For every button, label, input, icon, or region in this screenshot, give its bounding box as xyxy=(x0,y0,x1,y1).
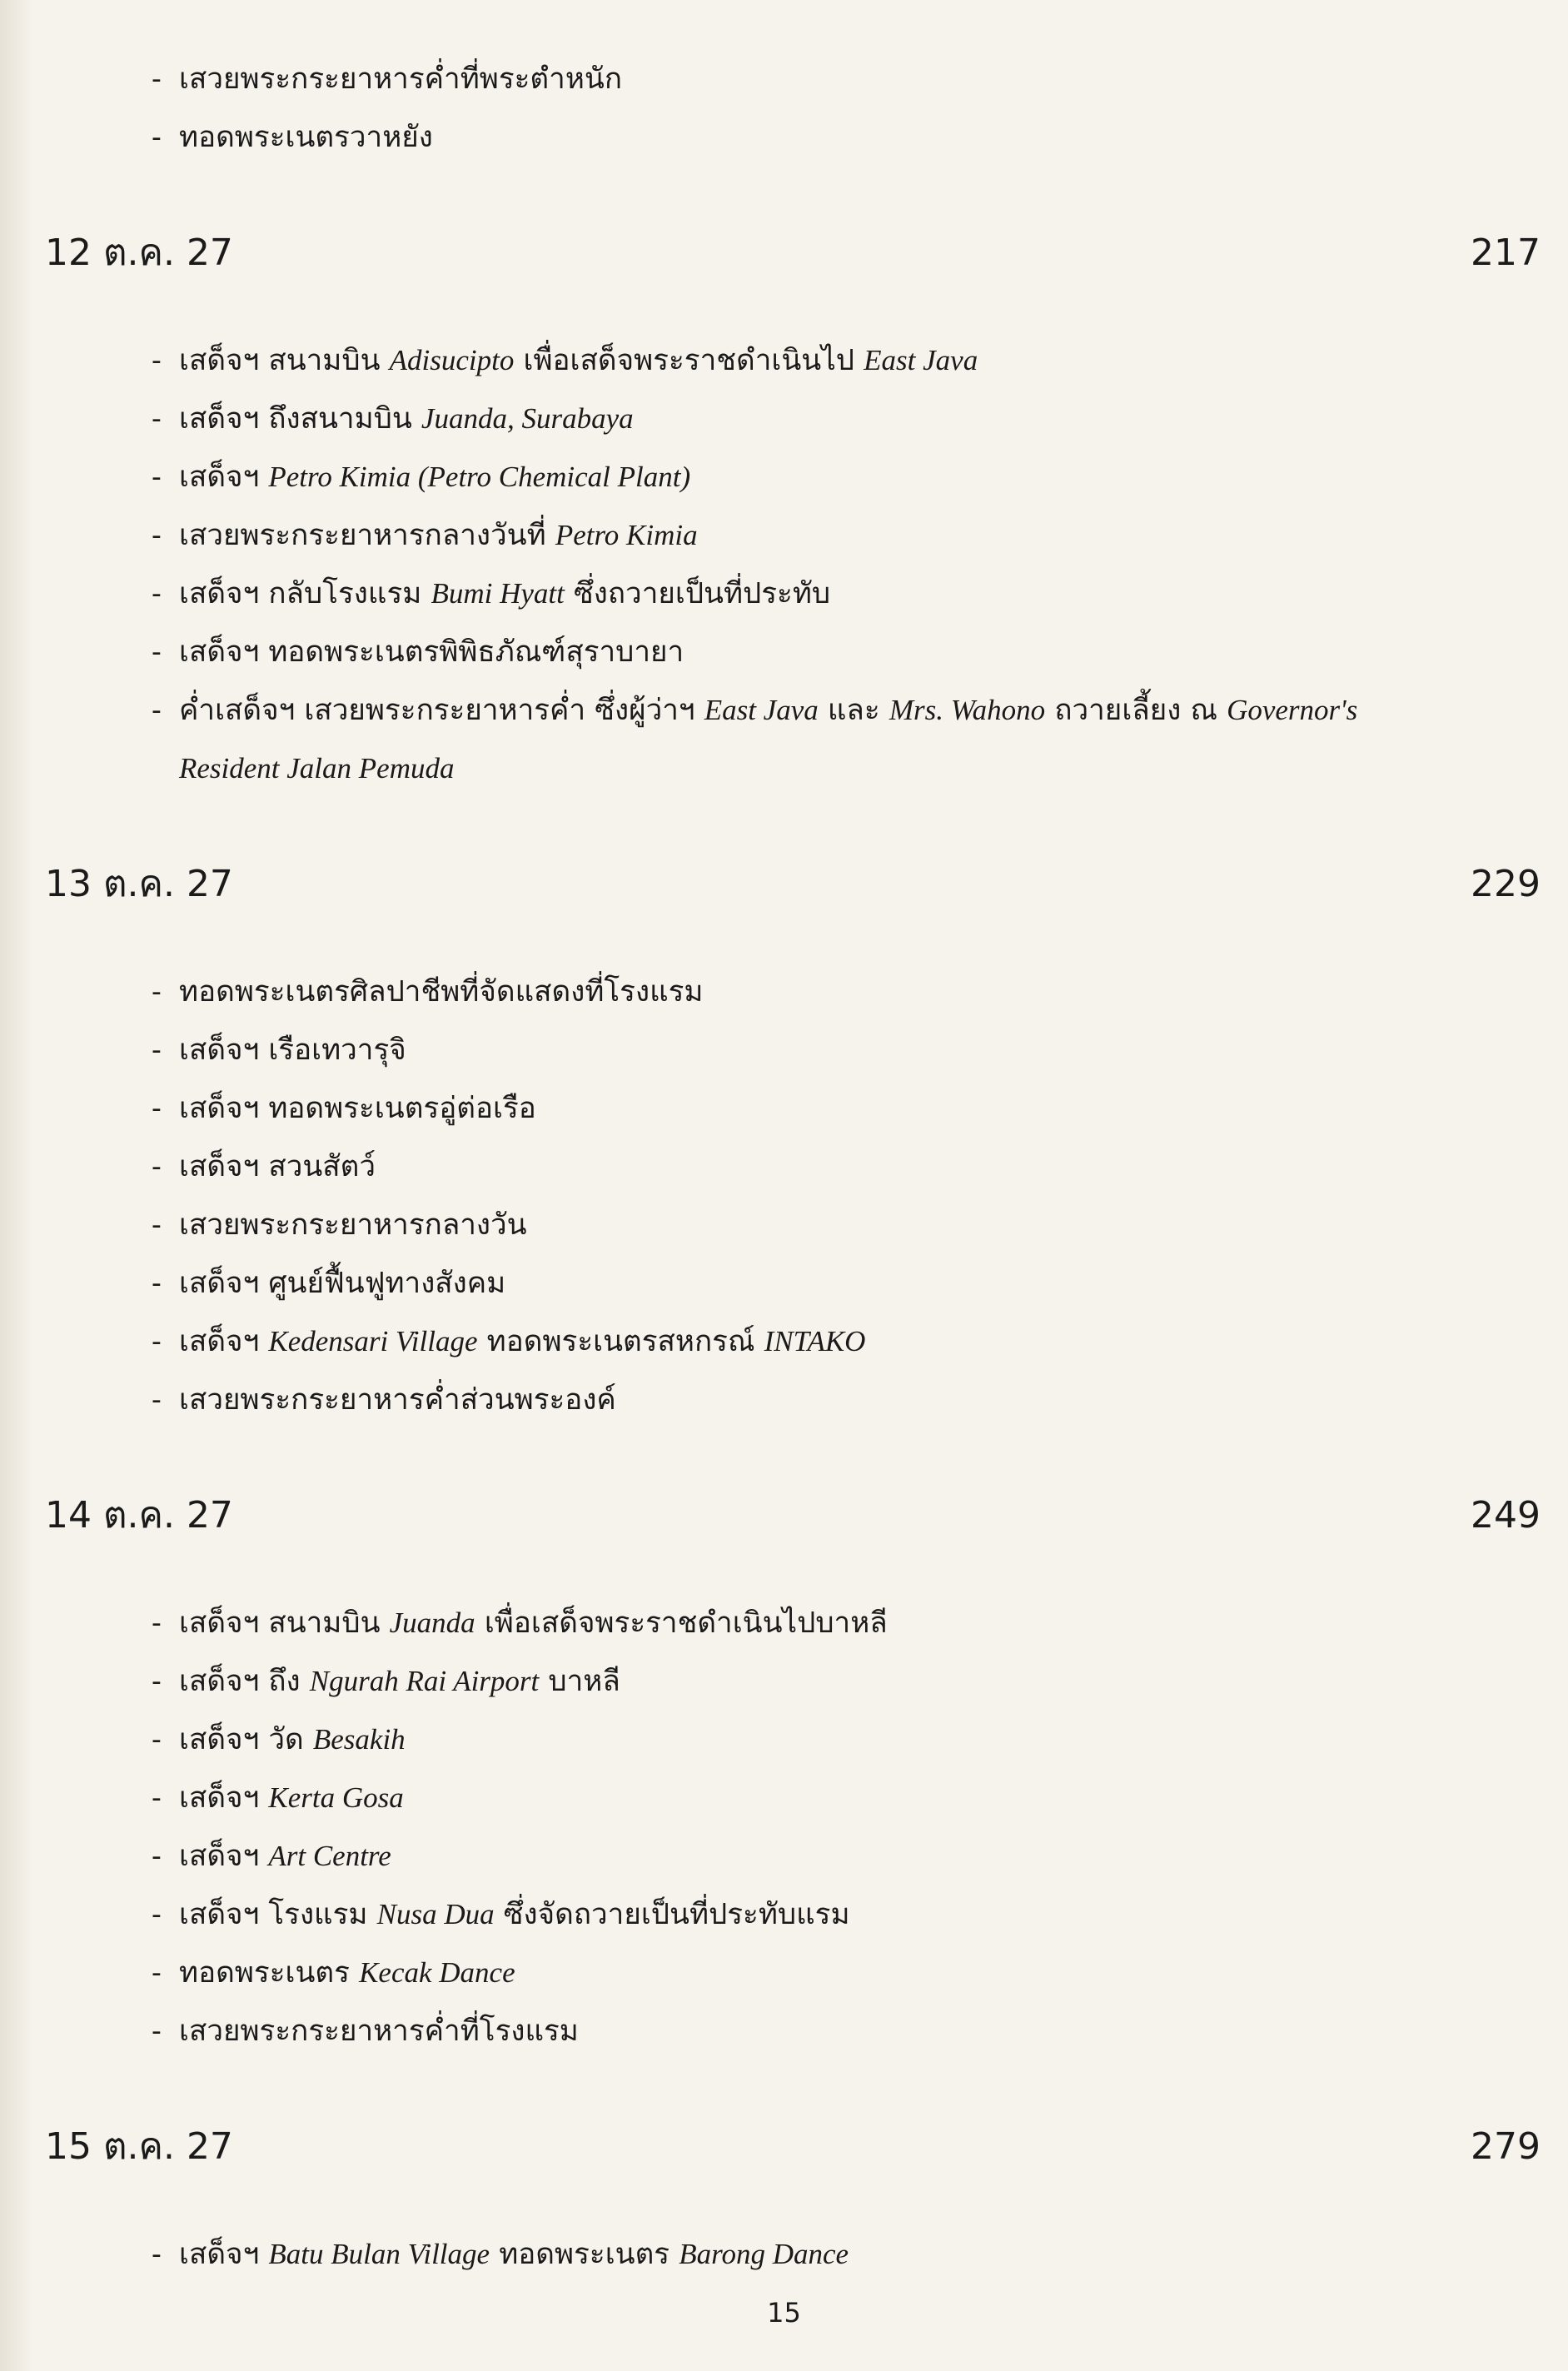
section-page-ref: 249 xyxy=(1471,1494,1541,1537)
bullet-dash: - xyxy=(152,402,162,436)
item-thai-text: เสด็จฯ เรือเทวารุจิ xyxy=(179,1034,406,1067)
page-edge-shadow xyxy=(0,0,33,2371)
section-header xyxy=(33,220,1541,286)
item-thai-text: เสวยพระกระยาหารค่ำส่วนพระองค์ xyxy=(179,1383,616,1417)
list-item xyxy=(33,1711,1541,1769)
section-header xyxy=(33,851,1541,918)
list-item xyxy=(33,2002,1541,2060)
item-thai-text: เสด็จฯ โรงแรม xyxy=(179,1898,368,1931)
item-thai-text: เสด็จฯ xyxy=(179,1840,260,1873)
item-thai-text: เสด็จฯ ทอดพระเนตรอู่ต่อเรือ xyxy=(179,1092,536,1125)
item-thai-text: เสด็จฯ xyxy=(179,1781,260,1815)
list-item xyxy=(33,1652,1541,1711)
item-english-text: Petro Kimia xyxy=(555,519,698,551)
list-item xyxy=(33,963,1541,1021)
list-item xyxy=(33,1079,1541,1138)
list-item xyxy=(33,390,1541,448)
item-english-text: Governor's xyxy=(1227,694,1358,726)
intro-list xyxy=(33,50,1541,167)
item-thai-text: เสด็จฯ สวนสัตว์ xyxy=(179,1150,376,1183)
item-english-text: INTAKO xyxy=(764,1325,866,1357)
item-english-text: Nusa Dua xyxy=(376,1898,495,1930)
item-thai-text: เสด็จฯ สนามบิน xyxy=(179,1606,381,1640)
bullet-dash: - xyxy=(152,1723,162,1756)
item-thai-text: ทอดพระเนตร xyxy=(179,1956,350,1990)
item-thai-text: เพื่อเสด็จพระราชดำเนินไป xyxy=(523,344,855,377)
item-thai-text: บาหลี xyxy=(548,1665,620,1698)
list-item xyxy=(33,506,1541,565)
item-continuation-text: Resident Jalan Pemuda xyxy=(179,752,455,785)
document-page xyxy=(33,50,1541,2284)
bullet-dash: - xyxy=(152,519,162,552)
list-item xyxy=(33,331,1541,390)
item-english-text: Juanda, Surabaya xyxy=(421,402,634,435)
list-item xyxy=(33,1594,1541,1652)
item-thai-text: เสด็จฯ สนามบิน xyxy=(179,344,381,377)
section-page-ref: 217 xyxy=(1471,232,1541,274)
bullet-dash: - xyxy=(152,1956,162,1990)
item-thai-text: เสด็จฯ xyxy=(179,461,260,494)
item-english-text: Adisucipto xyxy=(389,344,515,376)
item-thai-text: เสด็จฯ ทอดพระเนตรพิพิธภัณฑ์สุราบายา xyxy=(179,635,684,669)
section-header xyxy=(33,2114,1541,2180)
item-thai-text: ทอดพระเนตร xyxy=(499,2238,670,2271)
item-english-text: Besakih xyxy=(312,1723,406,1756)
item-thai-text: ซึ่งจัดถวายเป็นที่ประทับแรม xyxy=(503,1898,850,1931)
item-thai-text: เสด็จฯ วัด xyxy=(179,1723,304,1756)
list-item xyxy=(33,1944,1541,2002)
section-date: 13 ต.ค. 27 xyxy=(45,863,233,905)
list-item xyxy=(33,623,1541,681)
list-item xyxy=(33,565,1541,623)
bullet-dash: - xyxy=(152,1665,162,1698)
bullet-dash: - xyxy=(152,635,162,669)
schedule-section xyxy=(33,220,1541,798)
list-item xyxy=(33,50,1541,108)
bullet-dash: - xyxy=(152,2238,162,2271)
bullet-dash: - xyxy=(152,1898,162,1931)
bullet-dash: - xyxy=(152,461,162,494)
list-item xyxy=(33,1885,1541,1944)
bullet-dash: - xyxy=(152,694,162,727)
bullet-dash: - xyxy=(152,2015,162,2048)
bullet-dash: - xyxy=(152,1034,162,1067)
schedule-section xyxy=(33,2114,1541,2284)
schedule-section xyxy=(33,851,1541,1429)
item-thai-text: ซึ่งถวายเป็นที่ประทับ xyxy=(574,577,831,610)
item-english-text: Kerta Gosa xyxy=(268,1781,404,1814)
bullet-dash: - xyxy=(152,121,162,154)
item-english-text: Kecak Dance xyxy=(359,1956,515,1989)
item-thai-text: ทอดพระเนตรศิลปาชีพที่จัดแสดงที่โรงแรม xyxy=(179,975,704,1009)
list-item xyxy=(33,1769,1541,1827)
item-thai-text: ทอดพระเนตรวาหยัง xyxy=(179,121,433,154)
bullet-dash: - xyxy=(152,62,162,96)
schedule-section xyxy=(33,1482,1541,2060)
item-english-text: Petro Kimia (Petro Chemical Plant) xyxy=(268,461,691,493)
list-item xyxy=(33,1138,1541,1196)
item-english-text: Bumi Hyatt xyxy=(431,577,565,610)
item-thai-text: เสวยพระกระยาหารกลางวันที่ xyxy=(179,519,546,552)
list-item xyxy=(33,1254,1541,1313)
list-item xyxy=(33,1827,1541,1885)
item-thai-text: เพื่อเสด็จพระราชดำเนินไปบาหลี xyxy=(484,1606,888,1640)
item-thai-text: ทอดพระเนตรสหกรณ์ xyxy=(486,1325,755,1358)
list-item xyxy=(33,1313,1541,1371)
section-date: 12 ต.ค. 27 xyxy=(45,232,233,274)
item-thai-text: เสวยพระกระยาหารค่ำที่โรงแรม xyxy=(179,2015,579,2048)
sections-container xyxy=(33,220,1541,2284)
list-item xyxy=(33,1196,1541,1254)
item-english-text: Juanda xyxy=(389,1606,475,1639)
bullet-dash: - xyxy=(152,1150,162,1183)
section-page-ref: 279 xyxy=(1471,2125,1541,2168)
list-item xyxy=(33,108,1541,167)
page-number: 15 xyxy=(767,2297,801,2329)
item-thai-text: เสวยพระกระยาหารกลางวัน xyxy=(179,1208,527,1242)
bullet-dash: - xyxy=(152,1092,162,1125)
item-thai-text: และ xyxy=(827,694,880,727)
item-english-text: Kedensari Village xyxy=(268,1325,478,1357)
list-item xyxy=(33,2225,1541,2284)
list-item xyxy=(33,1371,1541,1429)
item-thai-text: เสด็จฯ xyxy=(179,1325,260,1358)
section-header xyxy=(33,1482,1541,1549)
item-thai-text: เสด็จฯ ถึงสนามบิน xyxy=(179,402,412,436)
item-english-text: East Java xyxy=(704,694,819,726)
bullet-dash: - xyxy=(152,975,162,1009)
item-thai-text: เสด็จฯ กลับโรงแรม xyxy=(179,577,422,610)
bullet-dash: - xyxy=(152,1267,162,1300)
bullet-dash: - xyxy=(152,1840,162,1873)
bullet-dash: - xyxy=(152,344,162,377)
section-page-ref: 229 xyxy=(1471,863,1541,905)
item-thai-text: เสด็จฯ ถึง xyxy=(179,1665,301,1698)
item-english-text: Art Centre xyxy=(268,1840,391,1872)
bullet-dash: - xyxy=(152,1606,162,1640)
item-thai-text: ค่ำเสด็จฯ เสวยพระกระยาหารค่ำ ซึ่งผู้ว่าฯ xyxy=(179,694,695,727)
section-date: 14 ต.ค. 27 xyxy=(45,1494,233,1537)
item-english-text: Batu Bulan Village xyxy=(268,2238,490,2270)
section-date: 15 ต.ค. 27 xyxy=(45,2125,233,2168)
item-english-text: Ngurah Rai Airport xyxy=(309,1665,540,1697)
bullet-dash: - xyxy=(152,1325,162,1358)
bullet-dash: - xyxy=(152,1781,162,1815)
item-english-text: Barong Dance xyxy=(679,2238,849,2270)
list-item xyxy=(33,448,1541,506)
item-thai-text: เสด็จฯ xyxy=(179,2238,260,2271)
bullet-dash: - xyxy=(152,1383,162,1417)
bullet-dash: - xyxy=(152,577,162,610)
bullet-dash: - xyxy=(152,1208,162,1242)
item-thai-text: เสด็จฯ ศูนย์ฟื้นฟูทางสังคม xyxy=(179,1267,506,1300)
list-item xyxy=(33,1021,1541,1079)
item-english-text: Mrs. Wahono xyxy=(889,694,1046,726)
item-thai-text: เสวยพระกระยาหารค่ำที่พระตำหนัก xyxy=(179,62,623,96)
item-thai-text: ถวายเลี้ยง ณ xyxy=(1054,694,1217,727)
item-english-text: East Java xyxy=(864,344,978,376)
list-item xyxy=(33,681,1541,798)
